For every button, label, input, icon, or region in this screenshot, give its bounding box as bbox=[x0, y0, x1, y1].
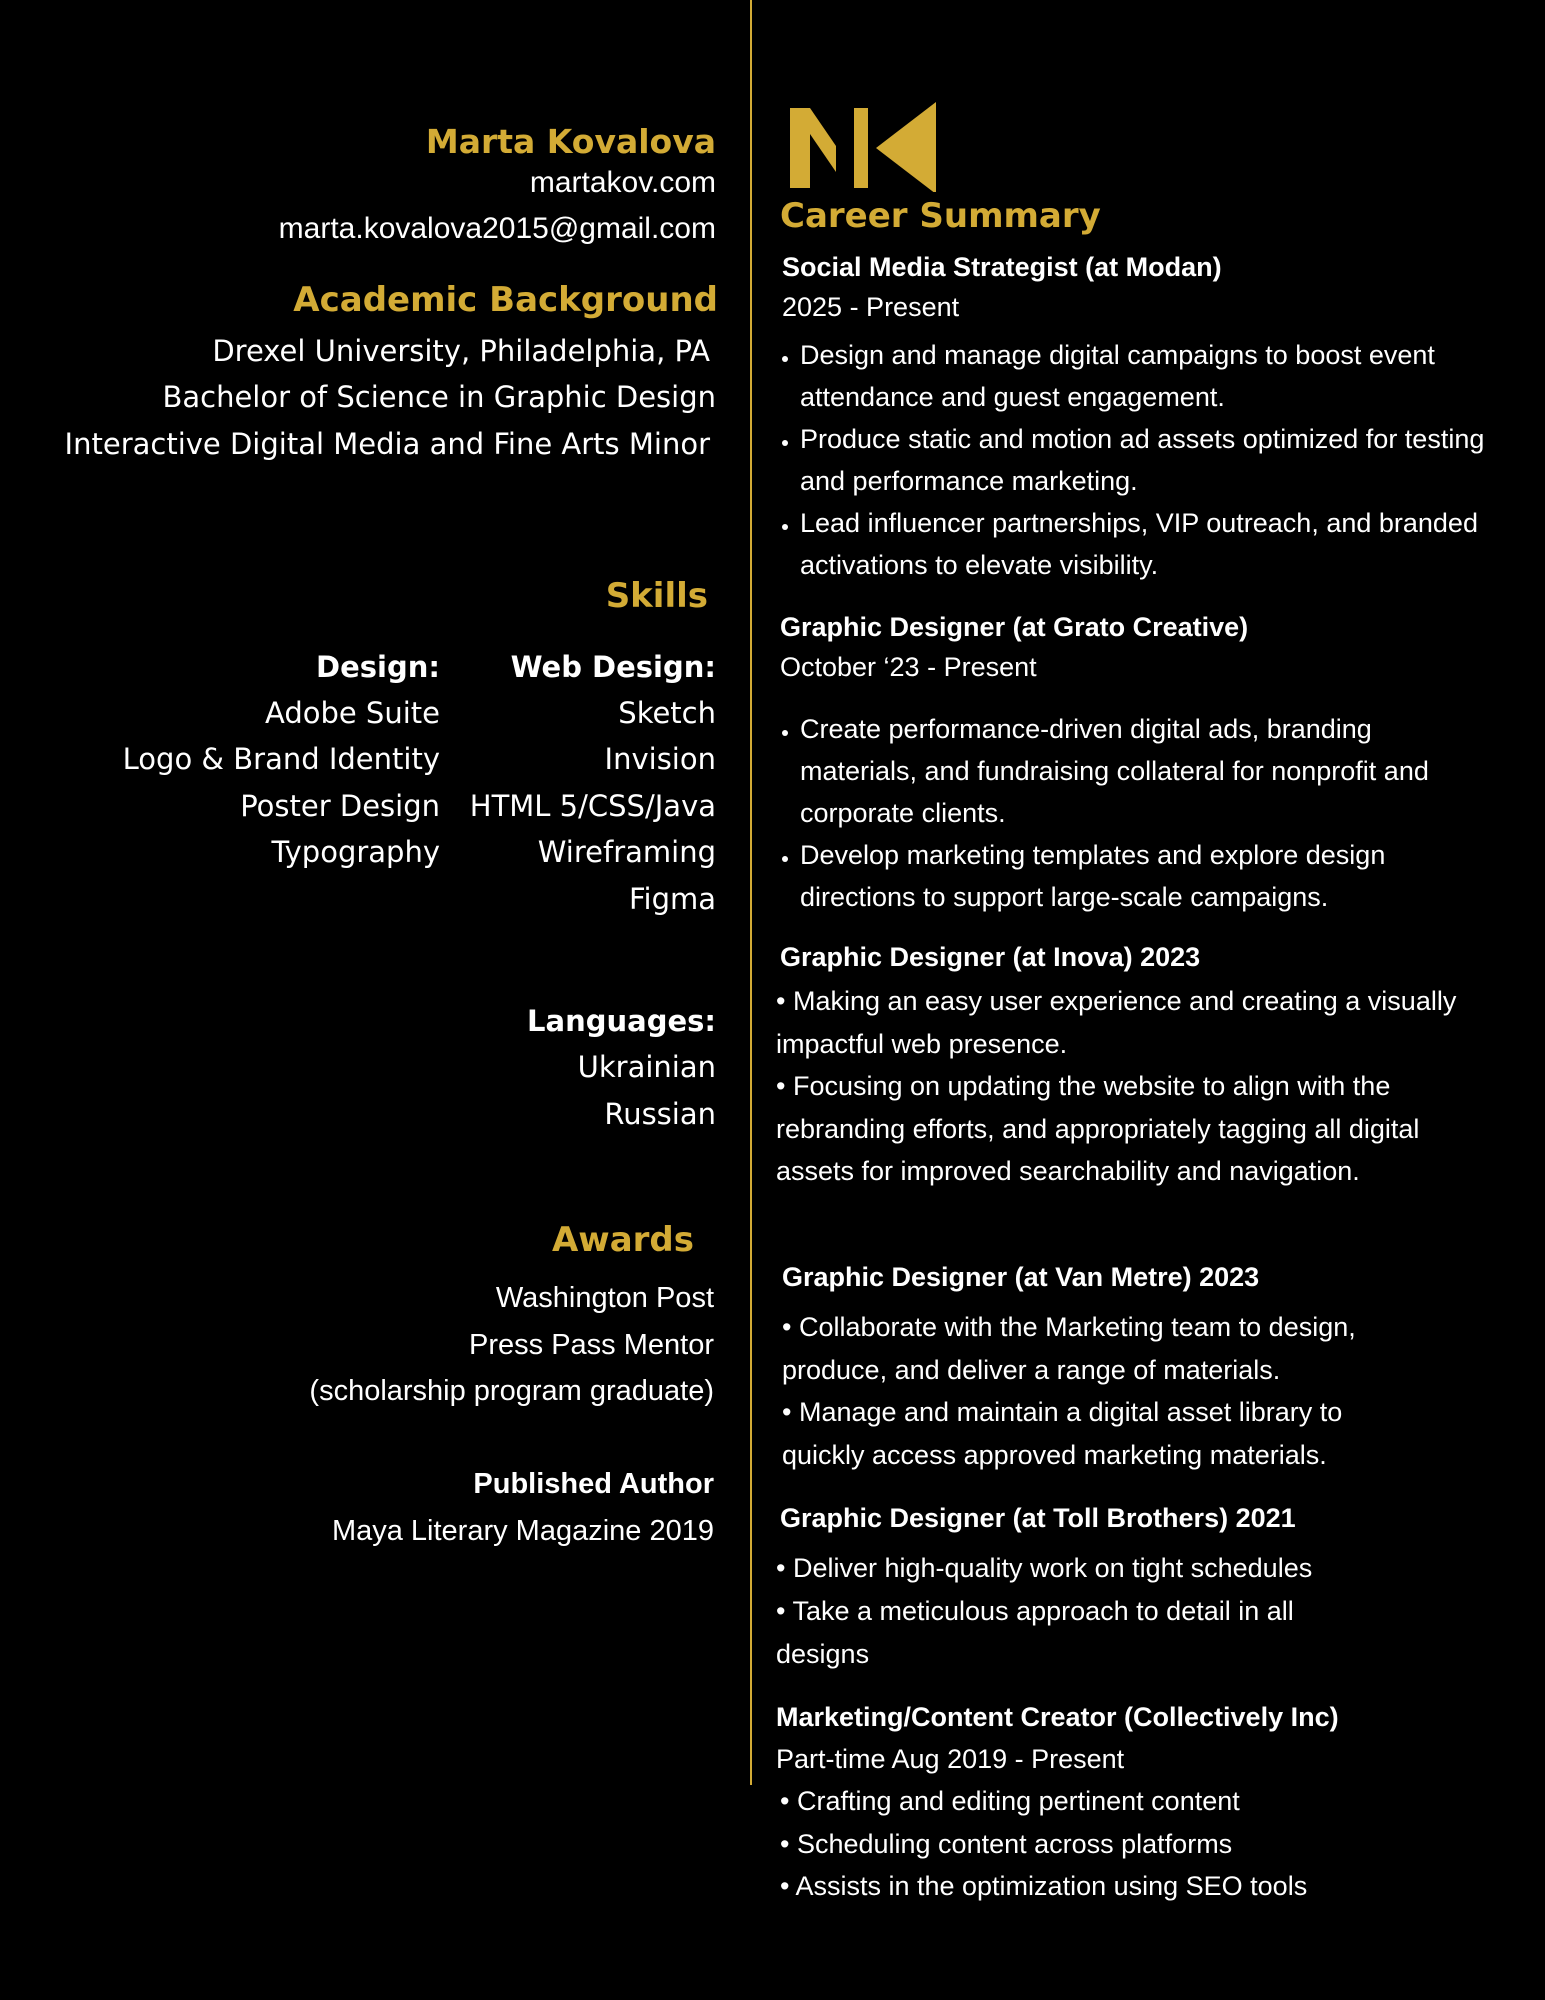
left-column bbox=[0, 0, 740, 2000]
job-bullet: • Take a meticulous approach to detail in all designs bbox=[776, 1596, 1294, 1669]
candidate-name: Marta Kovalova bbox=[425, 122, 716, 161]
job-title: Graphic Designer (at Grato Creative) bbox=[780, 612, 1249, 642]
design-skill-item: Typography bbox=[271, 835, 440, 869]
job-bullet: • Crafting and editing pertinent content bbox=[780, 1786, 1240, 1816]
job-bullet: • Collaborate with the Marketing team to design, produce, and deliver a range of materials. bbox=[782, 1312, 1356, 1385]
job-title: Social Media Strategist (at Modan) bbox=[782, 252, 1222, 282]
job-title: Graphic Designer (at Inova) 2023 bbox=[780, 942, 1201, 972]
job-bullet: • Produce static and motion ad assets optimized for testing and performance marketing. bbox=[800, 418, 1490, 502]
language-item: Russian bbox=[604, 1097, 716, 1131]
academic-heading: Academic Background bbox=[293, 280, 718, 320]
web-skill-item: HTML 5/CSS/Java bbox=[469, 789, 716, 823]
academic-line: Bachelor of Science in Graphic Design bbox=[162, 380, 716, 414]
design-skill-item: Adobe Suite bbox=[264, 696, 440, 730]
awards-heading: Awards bbox=[551, 1220, 694, 1260]
job-bullet: • Scheduling content across platforms bbox=[780, 1829, 1233, 1859]
web-skill-item: Figma bbox=[628, 882, 716, 916]
website-link[interactable]: martakov.com bbox=[529, 166, 716, 199]
design-skill-item: Logo & Brand Identity bbox=[122, 742, 440, 776]
award-line: (scholarship program graduate) bbox=[309, 1375, 714, 1407]
academic-line: Drexel University, Philadelphia, PA bbox=[212, 334, 710, 368]
column-divider bbox=[750, 0, 752, 1785]
job-date: October ‘23 - Present bbox=[780, 652, 1037, 682]
job-title: Graphic Designer (at Van Metre) 2023 bbox=[782, 1262, 1260, 1292]
web-skill-item: Sketch bbox=[618, 696, 716, 730]
job-bullet: • Deliver high-quality work on tight schedules bbox=[776, 1553, 1313, 1583]
job-bullet: • Lead influencer partnerships, VIP outreach, and branded activations to elevate visibility. bbox=[800, 502, 1490, 586]
job-bullet: • Manage and maintain a digital asset library to quickly access approved marketing materials. bbox=[782, 1397, 1343, 1470]
languages-label: Languages: bbox=[527, 1004, 716, 1038]
email-link[interactable]: marta.kovalova2015@gmail.com bbox=[278, 212, 716, 245]
job-title: Graphic Designer (at Toll Brothers) 2021 bbox=[780, 1503, 1296, 1533]
design-skill-item: Poster Design bbox=[240, 789, 440, 823]
job-bullet: • Focusing on updating the website to align with the rebranding efforts, and appropriately tagging all digital assets for improved searchability and navigation. bbox=[776, 1071, 1420, 1186]
job-title: Marketing/Content Creator (Collectively Inc) bbox=[776, 1702, 1339, 1732]
skills-heading: Skills bbox=[605, 576, 708, 616]
career-summary-heading: Career Summary bbox=[780, 196, 1101, 236]
mk-monogram-icon bbox=[788, 102, 938, 192]
language-item: Ukrainian bbox=[577, 1050, 716, 1084]
job-bullet: • Assists in the optimization using SEO tools bbox=[780, 1871, 1308, 1901]
job-date: Part-time Aug 2019 - Present bbox=[776, 1744, 1125, 1774]
academic-line: Interactive Digital Media and Fine Arts Minor bbox=[64, 427, 710, 461]
web-skill-item: Wireframing bbox=[537, 835, 716, 869]
job-bullet: • Develop marketing templates and explore design directions to support large-scale campaigns. bbox=[800, 834, 1490, 918]
job-date: 2025 - Present bbox=[782, 292, 960, 322]
job-bullet: • Create performance-driven digital ads, branding materials, and fundraising collateral for nonprofit and corporate clients. bbox=[800, 708, 1490, 834]
web-skills-label: Web Design: bbox=[510, 650, 716, 684]
award-line: Press Pass Mentor bbox=[469, 1329, 714, 1361]
award-line: Washington Post bbox=[495, 1282, 714, 1314]
design-skills-label: Design: bbox=[316, 650, 440, 684]
job-bullet-list bbox=[768, 708, 1490, 918]
published-value: Maya Literary Magazine 2019 bbox=[331, 1515, 714, 1547]
job-bullet: • Making an easy user experience and creating a visually impactful web presence. bbox=[776, 986, 1457, 1059]
web-skill-item: Invision bbox=[604, 742, 716, 776]
published-label: Published Author bbox=[473, 1468, 714, 1500]
job-bullet-list bbox=[768, 334, 1490, 586]
job-bullet: • Design and manage digital campaigns to boost event attendance and guest engagement. bbox=[800, 334, 1490, 418]
